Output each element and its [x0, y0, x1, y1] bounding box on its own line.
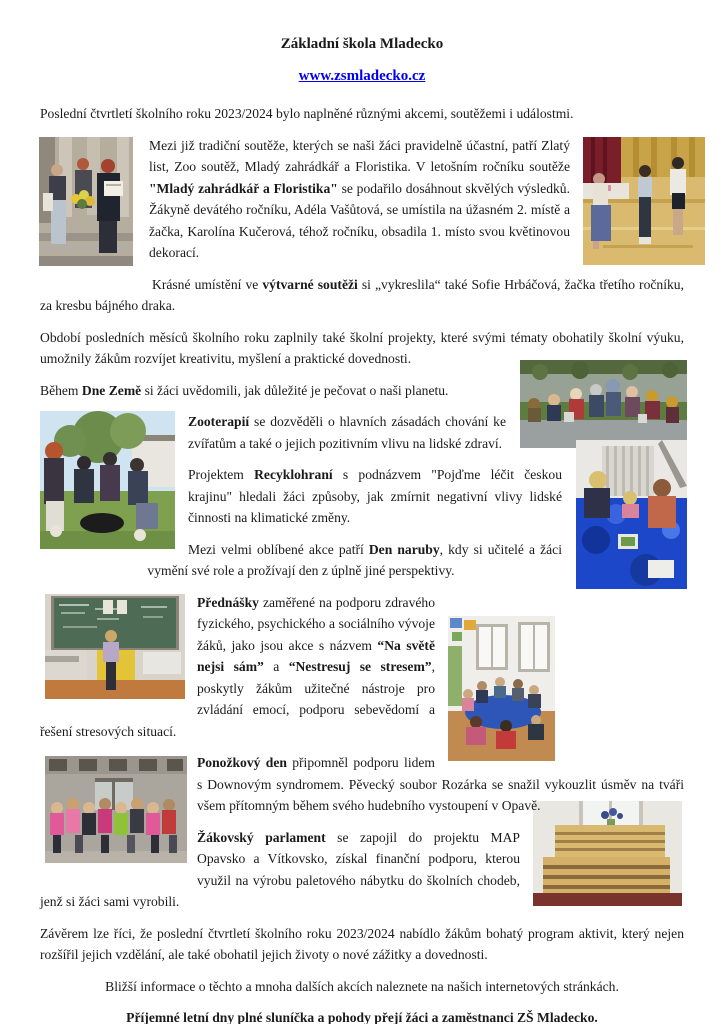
photo-earth-day-pond [520, 360, 687, 448]
photo-zootherapy [40, 411, 175, 549]
photo-recycling-blue-mat [576, 440, 687, 589]
website-line [40, 67, 684, 85]
section-competitions [40, 135, 684, 264]
photo-award-winners [39, 137, 133, 266]
photo-lecture-classroom [448, 616, 555, 761]
paragraph-farewell: Příjemné letní dny plné sluníčka a pohody přejí žáci a zaměstnanci ZŠ Mladecko. [126, 1010, 598, 1024]
paragraph-earth-day: Během Dne Země si žáci uvědomili, jak důležité je pečovat o naši planetu. [40, 382, 449, 398]
paragraph-projects-intro: Období posledních měsíců školního roku zaplnily také školní projekty, které svými tématy obohatily školní výuku, umožnily žákům rozvíjet kreativitu, myšlení a praktické dovednosti. [40, 329, 684, 366]
photo-sock-day-group [45, 756, 187, 863]
photo-pallet-furniture [533, 801, 682, 906]
paragraph-competitions: Mezi již tradiční soutěže, kterých se naši žáci pravidelně účastní, patří Zlatý list, Zoo soutěž, Mladý zahrádkář a Floristika. V letošním ročníku soutěže "Mladý zahrádkář a Floristika" se podařilo dosáhnout skvělých výsledků. Žákyně devátého ročníku, Adéla Vašůtová, se umístila na úžasném 2. místě a žačka, Karolína Kučerová, téhož ročníku, obsadila 1. místo svou květinovou dekorací. [149, 137, 570, 260]
photo-reversed-day-chalkboard [45, 594, 185, 699]
paragraph-intro: Poslední čtvrtletí školního roku 2023/2024 bylo naplněné různými akcemi, soutěžemi i událostmi. [40, 106, 574, 121]
paragraph-parliament: Žákovský parlament se zapojil do projektu MAP Opavsko a Vítkovsko, získal finanční podporu, kterou využil na výrobu paletového nábytku do školních chodeb, jenž si žáci sami vyrobili. [40, 829, 520, 909]
paragraph-lectures: Přednášky zaměřené na podporu zdravého fyzického, psychického a sociálního vývoje žáků, jako jsou akce s názvem “Na světě nejsi sám” a “Nestresuj se stresem”, poskytly žákům užitečné nástroje pro zvládání emocí, podporu sebevědomí a řešení stresových situací. [40, 594, 435, 739]
paragraph-art-contest: Krásné umístění ve výtvarné soutěži si „vykreslila“ také Sofie Hrbáčová, žačka třetího ročníku, za kresbu bájného draka. [40, 276, 684, 313]
photo-floristics-hall [583, 137, 705, 265]
paragraph-sock-day: Ponožkový den připomněl podporu lidem s Downovým syndromem. Pěvecký soubor Rozárka se snažil vykouzlit úsměv na tváři všem přítomným během svého hudebního vystoupení v Opavě. [197, 755, 684, 813]
website-link[interactable]: www.zsmladecko.cz [298, 68, 426, 84]
paragraph-more-info: Bližší informace o těchto a mnoha dalších akcích naleznete na našich internetových stránkách. [105, 978, 619, 994]
paragraph-closing: Závěrem lze říci, že poslední čtvrtletí školního roku 2023/2024 nabídlo žákům bohatý program aktivit, který nejen rozšířil jejich vzdělání, ale také obohatil jejich životy o nové zážitky a dovednosti. [40, 925, 684, 962]
paragraph-recycling: Projektem Recyklohraní s podnázvem "Pojďme léčit českou krajinu" hledali žáci způsoby, jak zmírnit negativní vlivy lidské činnosti na klimatické změny. [188, 467, 562, 525]
paragraph-zootherapy: Zooterapií se dozvěděli o hlavních zásadách chování ke zvířatům a také o jejich pozitivním vlivu na lidské zdraví. [188, 414, 506, 451]
page-title: Základní škola Mladecko [280, 36, 444, 52]
paragraph-reversed-day: Mezi velmi oblíbené akce patří Den naruby, kdy si učitelé a žáci vymění své role a prožívají den z úplně jiné perspektivy. [147, 541, 562, 578]
